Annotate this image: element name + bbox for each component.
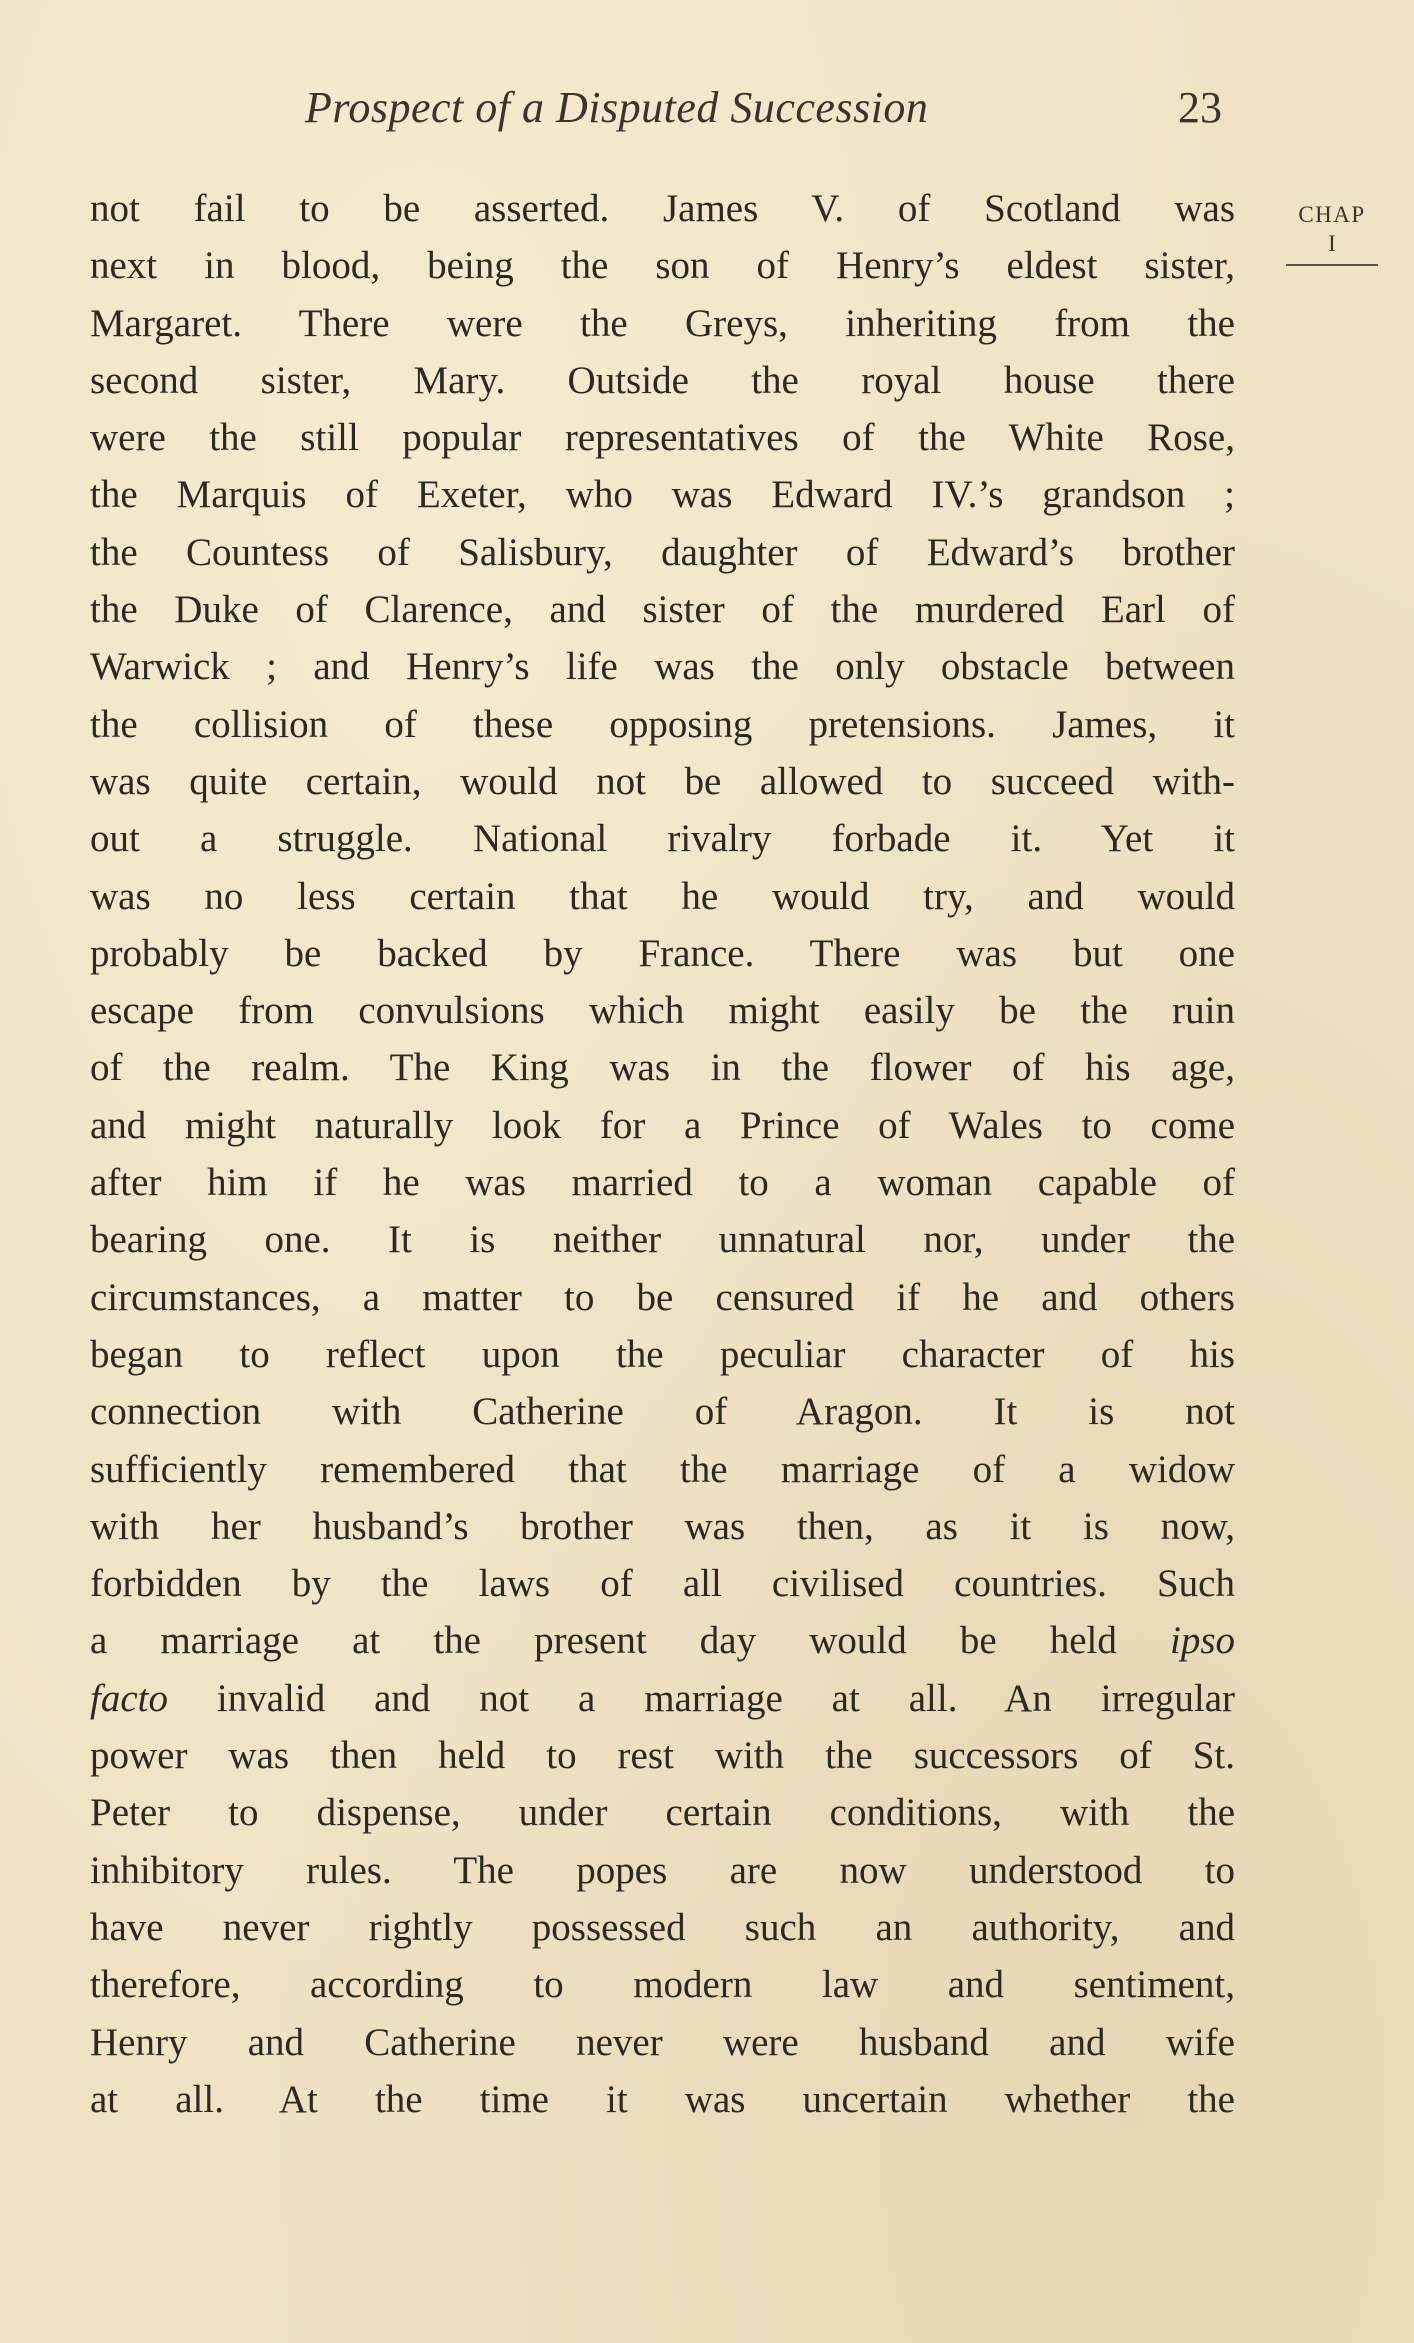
text-line: have never rightly possessed such an authority, and <box>90 1905 1235 1949</box>
text-line-segment: invalid and not a marriage at all. An irregular <box>167 1676 1235 1720</box>
text-line: began to reflect upon the peculiar character of his <box>90 1332 1235 1376</box>
text-line: probably be backed by France. There was but one <box>90 931 1235 975</box>
text-line: bearing one. It is neither unnatural nor, under the <box>90 1218 1235 1262</box>
text-line: were the still popular representatives of the White Rose, <box>90 416 1235 460</box>
text-line: Peter to dispense, under certain conditions, with the <box>90 1791 1235 1835</box>
running-title: Prospect of a Disputed Succession <box>305 83 929 132</box>
text-line: second sister, Mary. Outside the royal house there <box>90 358 1235 402</box>
text-line: was quite certain, would not be allowed to succeed with- <box>90 759 1235 803</box>
page-number: 23 <box>1178 83 1222 132</box>
chapter-marginal-note <box>1282 200 1382 266</box>
text-line: of the realm. The King was in the flower of his age, <box>90 1046 1235 1090</box>
chapter-label: CHAP <box>1298 202 1366 227</box>
text-line: the Countess of Salisbury, daughter of Edward’s brother <box>90 530 1235 574</box>
text-line: after him if he was married to a woman capable of <box>90 1161 1235 1205</box>
body-text <box>90 180 1235 2128</box>
chapter-number: I <box>1328 231 1336 256</box>
text-line: Henry and Catherine never were husband and wife <box>90 2020 1235 2064</box>
text-line: the Marquis of Exeter, who was Edward IV.’s grandson ; <box>90 473 1235 517</box>
text-line: and might naturally look for a Prince of Wales to come <box>90 1103 1235 1147</box>
italic-ipso: ipso <box>1170 1619 1236 1663</box>
text-line: escape from convulsions which might easily be the ruin <box>90 989 1235 1033</box>
text-line: Warwick ; and Henry’s life was the only obstacle between <box>90 645 1235 689</box>
text-line: Margaret. There were the Greys, inheriting from the <box>90 301 1235 345</box>
text-line <box>90 1670 1235 1727</box>
text-line: sufficiently remembered that the marriage of a widow <box>90 1447 1235 1491</box>
text-line-segment: a marriage at the present day would be held <box>90 1619 1117 1663</box>
text-line: not fail to be asserted. James V. of Scotland was <box>90 187 1235 230</box>
text-line: was no less certain that he would try, and would <box>90 874 1235 918</box>
text-line: with her husband’s brother was then, as it is now, <box>90 1504 1235 1548</box>
text-line: circumstances, a matter to be censured if he and others <box>90 1275 1235 1319</box>
text-line: at all. At the time it was uncertain whether the <box>90 2077 1235 2121</box>
text-line: forbidden by the laws of all civilised countries. Such <box>90 1562 1235 1606</box>
text-line: the collision of these opposing pretensions. James, it <box>90 702 1235 746</box>
italic-facto: facto <box>90 1676 168 1720</box>
text-line <box>90 1612 1235 1669</box>
text-line: power was then held to rest with the successors of St. <box>90 1734 1235 1778</box>
text-line: next in blood, being the son of Henry’s eldest sister, <box>90 244 1235 288</box>
text-line: the Duke of Clarence, and sister of the murdered Earl of <box>90 588 1235 632</box>
text-line: out a struggle. National rivalry forbade it. Yet it <box>90 817 1235 861</box>
text-line: therefore, according to modern law and sentiment, <box>90 1963 1235 2007</box>
text-line: inhibitory rules. The popes are now understood to <box>90 1848 1235 1892</box>
text-line: connection with Catherine of Aragon. It is not <box>90 1390 1235 1434</box>
chapter-rule <box>1286 264 1378 266</box>
